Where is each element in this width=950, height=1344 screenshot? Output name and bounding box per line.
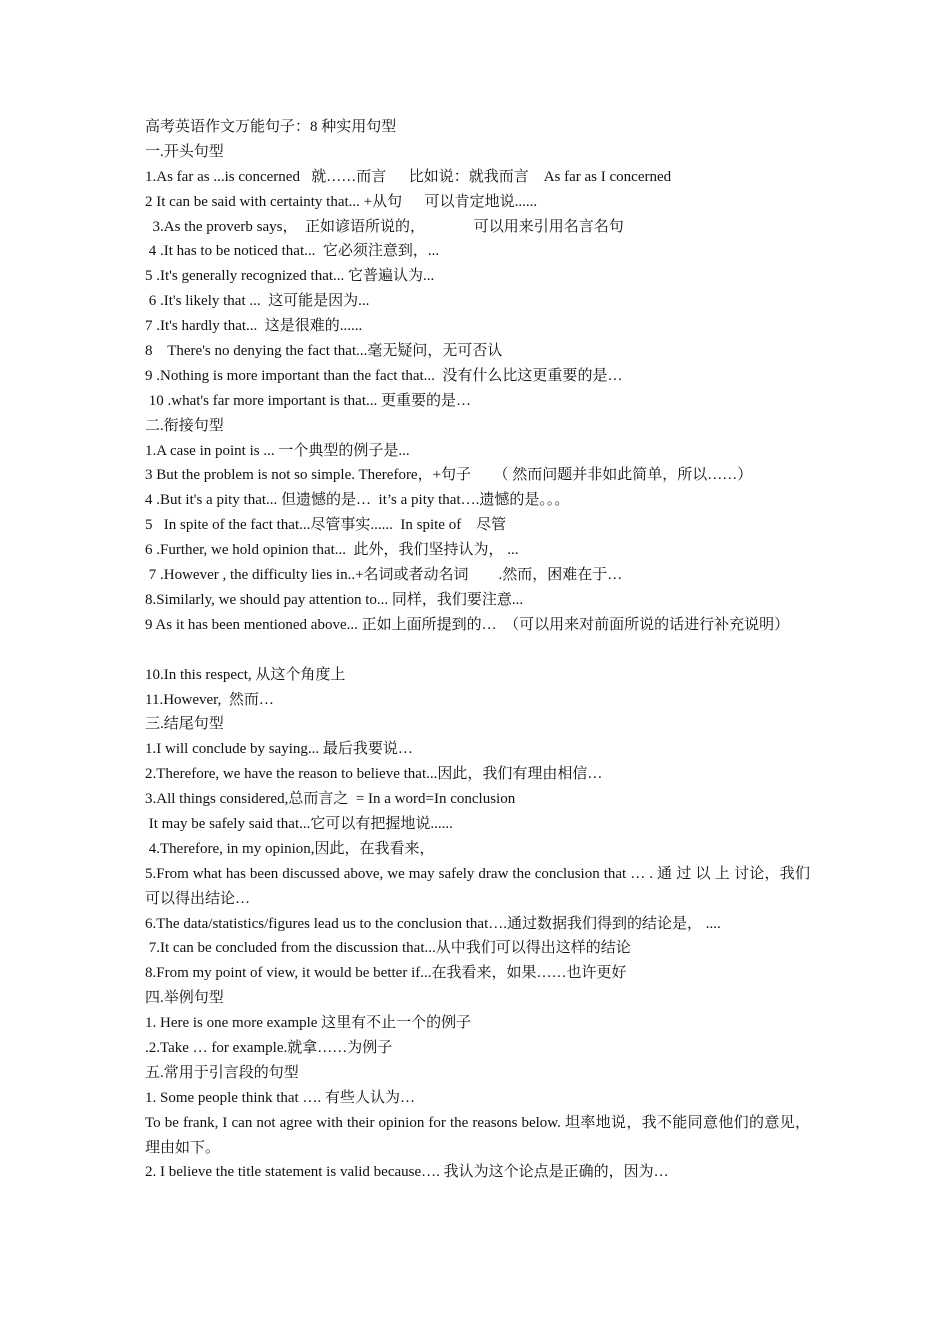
text-line: 7.It can be concluded from the discussion that...从中我们可以得出这样的结论 [145, 940, 631, 957]
text-line: 3.As the proverb says， 正如谚语所说的， 可以用来引用名言名句 [145, 218, 624, 235]
text-line: 4 .It has to be noticed that... 它必须注意到，... [145, 243, 440, 260]
document-title: 高考英语作文万能句子：8 种实用句型 [145, 119, 397, 135]
section-heading-introduction: 五.常用于引言段的句型 [145, 1064, 299, 1081]
text-line: 9 .Nothing is more important than the fact that... 没有什么比这更重要的是… [145, 367, 623, 384]
document-body [145, 115, 810, 1185]
section-heading-examples: 四.举例句型 [145, 990, 224, 1007]
text-line: .2.Take … for example.就拿……为例子 [145, 1040, 393, 1056]
text-line: 5.From what has been discussed above, we may safely draw the conclusion that … . 通 过 以 上 讨论，我们可以得出结论… [145, 865, 810, 907]
text-line: 8.From my point of view, it would be better if...在我看来，如果……也许更好 [145, 965, 627, 982]
text-line: 4 .But it's a pity that... 但遗憾的是… it’s a pity that….遗憾的是。。。 [145, 492, 570, 509]
text-line: 3 But the problem is not so simple. Therefore，+句子 （ 然而问题并非如此简单，所以……） [145, 467, 753, 484]
text-line: 3.All things considered,总而言之 = In a word=In conclusion [145, 791, 516, 808]
text-line: 2 It can be said with certainty that... +从句 可以肯定地说...... [145, 193, 538, 210]
text-line: 2.Therefore, we have the reason to believe that...因此，我们有理由相信… [145, 766, 603, 783]
text-line: 1.I will conclude by saying... 最后我要说… [145, 741, 413, 758]
text-line: 2. I believe the title statement is valid because…. 我认为这个论点是正确的，因为… [145, 1164, 669, 1181]
text-line: 11.However, 然而… [145, 691, 274, 708]
text-line: 1. Some people think that …. 有些人认为… [145, 1089, 415, 1106]
blank-line [145, 638, 810, 663]
text-line: 7 .It's hardly that... 这是很难的...... [145, 318, 363, 335]
text-line: 9 As it has been mentioned above... 正如上面所提到的… （可以用来对前面所说的话进行补充说明） [145, 616, 790, 633]
text-line: 5 .It's generally recognized that... 它普遍认为... [145, 268, 435, 285]
text-line: 1. Here is one more example 这里有不止一个的例子 [145, 1015, 472, 1032]
text-line: 8 There's no denying the fact that...毫无疑问，无可否认 [145, 343, 503, 360]
text-line: To be frank, I can not agree with their opinion for the reasons below. 坦率地说，我不能同意他们的意见，理由如下。 [145, 1114, 810, 1156]
text-line: 6 .It's likely that ... 这可能是因为... [145, 293, 370, 310]
text-line: 8.Similarly, we should pay attention to... 同样，我们要注意... [145, 591, 524, 608]
section-heading-opening: 一.开头句型 [145, 143, 224, 160]
text-line: 1.A case in point is ... 一个典型的例子是... [145, 442, 410, 459]
text-line: 4.Therefore, in my opinion,因此，在我看来， [145, 840, 435, 857]
section-heading-conclusion: 三.结尾句型 [145, 716, 224, 733]
text-line: 7 .However , the difficulty lies in..+名词或者动名词 .然而，困难在于… [145, 567, 623, 584]
text-line: It may be safely said that...它可以有把握地说...... [145, 815, 453, 832]
text-line: 10.In this respect, 从这个角度上 [145, 666, 346, 683]
text-line: 6 .Further, we hold opinion that... 此外，我们坚持认为， ... [145, 542, 519, 559]
text-line: 5 In spite of the fact that...尽管事实...... In spite of 尽管 [145, 517, 507, 534]
text-line: 10 .what's far more important is that... 更重要的是… [145, 392, 471, 409]
text-line: 1.As far as ...is concerned 就……而言 比如说：就我而言 As far as I concerned [145, 168, 672, 185]
section-heading-transition: 二.衔接句型 [145, 417, 224, 434]
text-line: 6.The data/statistics/figures lead us to the conclusion that….通过数据我们得到的结论是， .... [145, 915, 721, 932]
